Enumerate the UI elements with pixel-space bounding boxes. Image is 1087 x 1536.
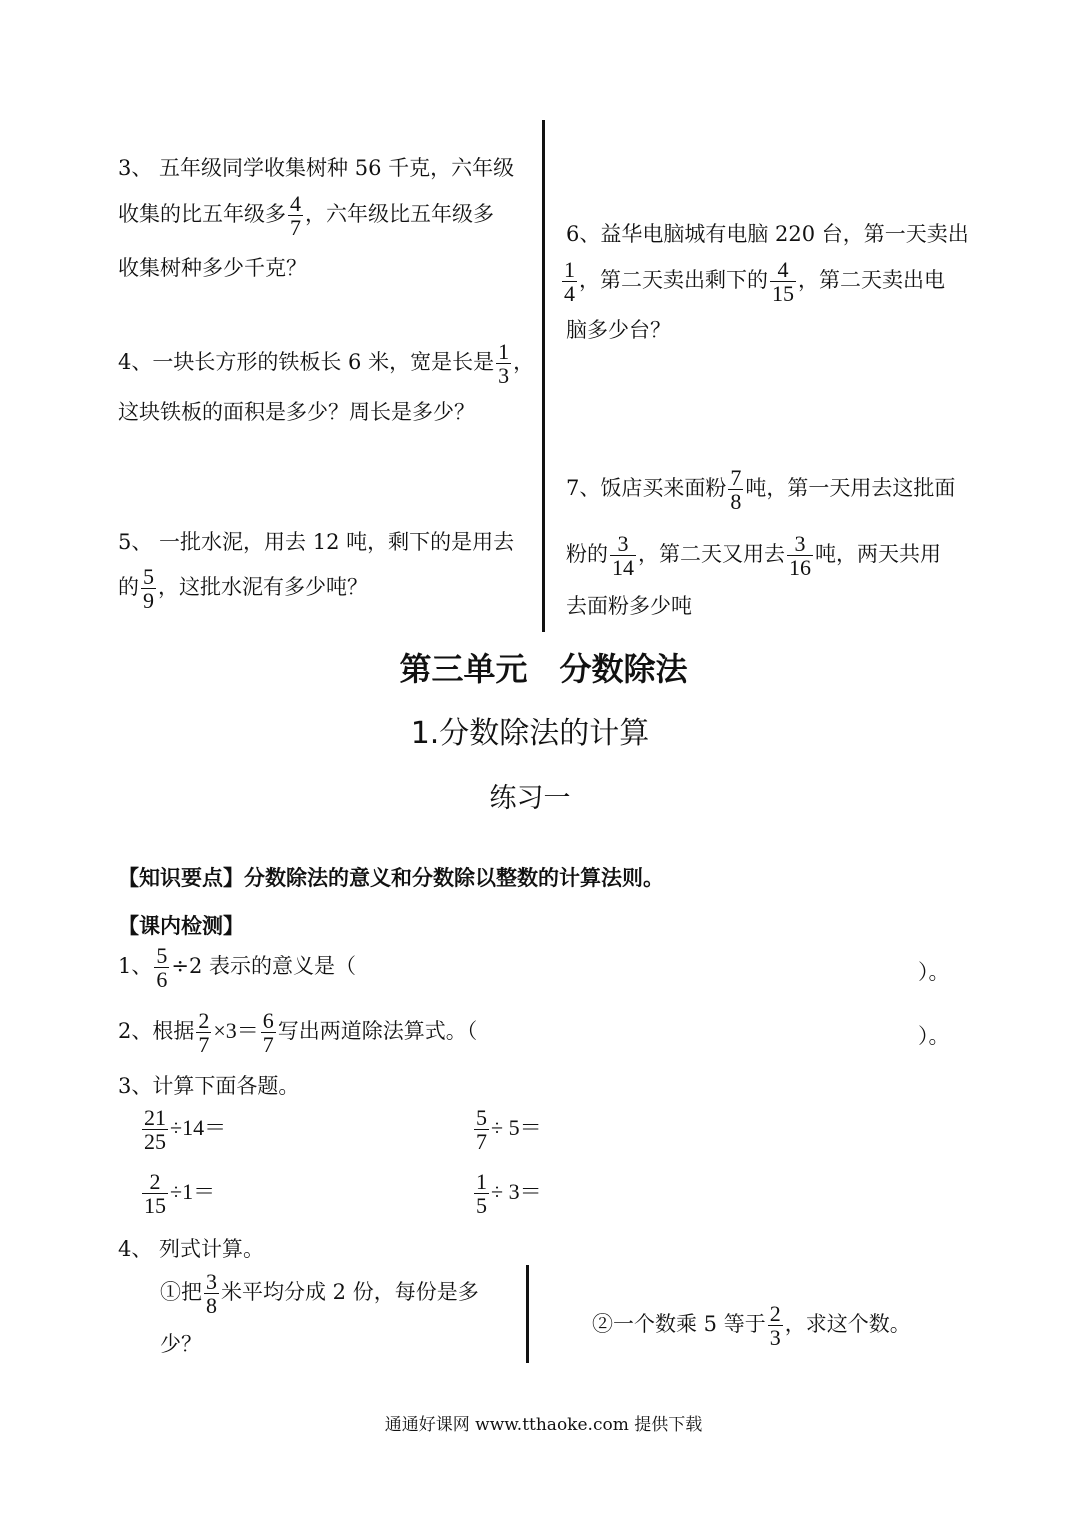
q5-line2: 的 $\frac{5}{9}$ ，这批水泥有多少吨？ bbox=[118, 564, 368, 614]
footer-credit: 通通好课网 www.tthaoke.com 提供下载 bbox=[384, 1415, 703, 1435]
problem-1-close: ）。 bbox=[918, 960, 950, 984]
q4-line1: 4、一块长方形的铁板长 6 米，宽是长是 $\frac{1}{3}$ ， bbox=[118, 339, 535, 389]
fraction: $\frac{3}{14}$ bbox=[612, 531, 634, 581]
fraction: $\frac{1}{5}$ bbox=[476, 1169, 487, 1219]
q3-line1: 3、 五年级同学收集树种 56 千克，六年级 bbox=[118, 156, 515, 180]
fraction: $\frac{21}{25}$ bbox=[144, 1105, 166, 1155]
fraction: $\frac{4}{7}$ bbox=[290, 191, 301, 241]
problem-2-close: ）。 bbox=[918, 1024, 950, 1048]
problem-1: 1、 $\frac{5}{6}$ ÷2 表示的意义是（ bbox=[118, 943, 357, 993]
fraction: $\frac{7}{8}$ bbox=[730, 465, 742, 515]
problem-3-expr-4: $\frac{1}{5}$ ÷ 3＝ bbox=[476, 1169, 542, 1219]
q3-line2: 收集的比五年级多 $\frac{4}{7}$ ，六年级比五年级多 bbox=[118, 191, 494, 241]
problem-3-title: 3、计算下面各题。 bbox=[118, 1074, 300, 1098]
problem-2: 2、根据 $\frac{2}{7}$ ×3＝ $\frac{6}{7}$ 写出两道除法算式。（ bbox=[118, 1008, 478, 1058]
column-divider-top bbox=[542, 120, 545, 632]
fraction: $\frac{6}{7}$ bbox=[262, 1008, 274, 1058]
problem-4b: ②一个数乘 5 等于 $\frac{2}{3}$ ，求这个数。 bbox=[592, 1301, 911, 1351]
fraction: $\frac{1}{4}$ bbox=[564, 257, 575, 307]
problem-4a-line1: ①把 $\frac{3}{8}$ 米平均分成 2 份，每份是多 bbox=[160, 1269, 479, 1319]
q4-line2: 这块铁板的面积是多少？周长是多少？ bbox=[118, 400, 475, 424]
q7-line2: 粉的 $\frac{3}{14}$ ，第二天又用去 $\frac{3}{16}$ 吨，两天共用 bbox=[566, 531, 941, 581]
fraction: $\frac{3}{16}$ bbox=[789, 531, 811, 581]
fraction: $\frac{5}{7}$ bbox=[476, 1105, 487, 1155]
q6-line1: 6、益华电脑城有电脑 220 台，第一天卖出 bbox=[566, 222, 969, 246]
q7-line1: 7、饭店买来面粉 $\frac{7}{8}$ 吨，第一天用去这批面 bbox=[566, 465, 956, 515]
q7-line3: 去面粉多少吨 bbox=[566, 594, 692, 618]
problem-3-expr-2: $\frac{5}{7}$ ÷ 5＝ bbox=[476, 1105, 542, 1155]
fraction: $\frac{3}{8}$ bbox=[206, 1269, 217, 1319]
fraction: $\frac{1}{3}$ bbox=[498, 339, 510, 389]
q3-line3: 收集树种多少千克？ bbox=[118, 256, 307, 280]
column-divider-bottom bbox=[526, 1265, 529, 1363]
class-check-heading: 【课内检测】 bbox=[118, 914, 244, 938]
unit-title: 第三单元 分数除法 bbox=[399, 650, 688, 688]
problem-4a-line2: 少？ bbox=[160, 1332, 202, 1356]
problem-3-expr-3: $\frac{2}{15}$ ÷1＝ bbox=[144, 1169, 216, 1219]
exercise-title: 练习一 bbox=[489, 783, 571, 814]
knowledge-points: 【知识要点】分数除法的意义和分数除以整数的计算法则。 bbox=[118, 866, 664, 890]
q6-line2: $\frac{1}{4}$ ，第二天卖出剩下的 $\frac{4}{15}$ ，第二天卖出电 bbox=[564, 257, 945, 307]
fraction: $\frac{2}{7}$ bbox=[198, 1008, 210, 1058]
fraction: $\frac{4}{15}$ bbox=[772, 257, 794, 307]
fraction: $\frac{2}{3}$ bbox=[769, 1301, 781, 1351]
fraction: $\frac{5}{6}$ bbox=[156, 943, 168, 993]
section-title: 1.分数除法的计算 bbox=[410, 716, 650, 751]
q5-line1: 5、 一批水泥，用去 12 吨，剩下的是用去 bbox=[118, 530, 515, 554]
fraction: $\frac{2}{15}$ bbox=[144, 1169, 166, 1219]
q6-line3: 脑多少台？ bbox=[566, 318, 671, 342]
problem-3-expr-1: $\frac{21}{25}$ ÷14＝ bbox=[144, 1105, 227, 1155]
fraction: $\frac{5}{9}$ bbox=[143, 564, 154, 614]
problem-4-title: 4、 列式计算。 bbox=[118, 1237, 265, 1261]
